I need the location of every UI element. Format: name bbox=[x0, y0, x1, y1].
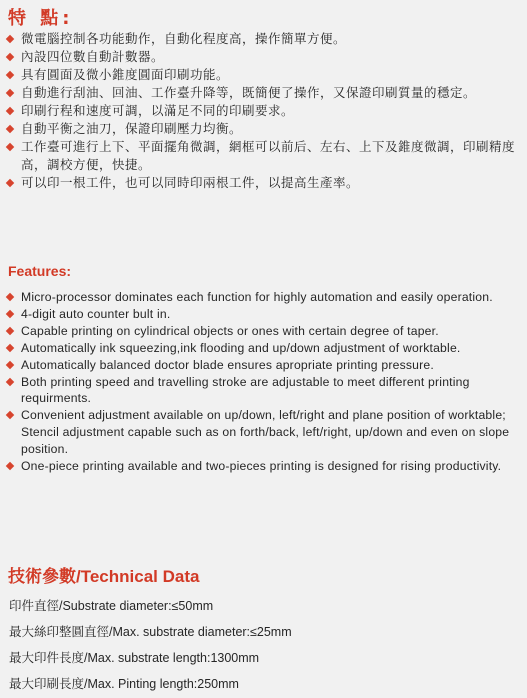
features-cn-item-text: 微電腦控制各功能動作，自動化程度高，操作簡單方便。 bbox=[21, 31, 347, 46]
features-cn-item-text: 可以印一根工件，也可以同時印兩根工件，以提高生產率。 bbox=[21, 175, 360, 190]
technical-data-item: 最大絲印整圓直徑/Max. substrate diameter:≤25mm bbox=[9, 625, 292, 639]
features-en-item-text: Automatically balanced doctor blade ensures apropriate printing pressure. bbox=[21, 357, 434, 372]
features-en-item bbox=[0, 289, 520, 306]
diamond-bullet-icon bbox=[6, 179, 14, 187]
features-en-item bbox=[0, 407, 520, 458]
features-en-item bbox=[0, 340, 520, 357]
diamond-bullet-icon bbox=[6, 310, 14, 318]
features-cn-item-text: 工作臺可進行上下、平面擺角微調，網框可以前后、左右、上下及錐度微調，印刷精度高，調校方便，快捷。 bbox=[21, 139, 516, 172]
features-cn-item-text: 具有圓面及微小錐度圓面印刷功能。 bbox=[21, 67, 230, 82]
diamond-bullet-icon bbox=[6, 411, 14, 419]
features-cn-item-text: 自動平衡之油刀，保證印刷壓力均衡。 bbox=[21, 121, 243, 136]
technical-data-heading: 技術參數/Technical Data bbox=[8, 567, 200, 586]
technical-data-item: 印件直徑/Substrate diameter:≤50mm bbox=[9, 599, 214, 613]
diamond-bullet-icon bbox=[6, 343, 14, 351]
features-en-item-text: Micro-processor dominates each function for highly automation and easily operation. bbox=[21, 290, 493, 304]
features-cn-heading: 特 點: bbox=[8, 8, 74, 29]
features-en-list bbox=[0, 289, 520, 475]
features-en-item-text: Automatically ink squeezing,ink flooding and up/down adjustment of worktable. bbox=[21, 340, 461, 355]
technical-data-item: 最大印刷長度/Max. Pinting length:250mm bbox=[9, 677, 239, 691]
features-cn-item bbox=[0, 48, 520, 66]
features-cn-item bbox=[0, 84, 520, 102]
diamond-bullet-icon bbox=[6, 327, 14, 335]
features-cn-list bbox=[0, 30, 520, 192]
features-cn-item bbox=[0, 138, 520, 174]
technical-data-item: 最大印件長度/Max. substrate length:1300mm bbox=[9, 651, 260, 665]
features-cn-item bbox=[0, 120, 520, 138]
features-en-item-text: Capable printing on cylindrical objects or ones with certain degree of taper. bbox=[21, 323, 439, 338]
features-cn-item bbox=[0, 66, 520, 84]
features-en-item-text: 4-digit auto counter bult in. bbox=[21, 306, 171, 321]
features-en-item bbox=[0, 306, 520, 323]
diamond-bullet-icon bbox=[6, 71, 14, 79]
technical-data-list bbox=[0, 593, 520, 697]
diamond-bullet-icon bbox=[6, 377, 14, 385]
features-en-item-text: One-piece printing available and two-pieces printing is designed for rising productivity. bbox=[21, 459, 502, 474]
diamond-bullet-icon bbox=[6, 293, 14, 301]
diamond-bullet-icon bbox=[6, 360, 14, 368]
features-en-item bbox=[0, 323, 520, 340]
features-cn-item bbox=[0, 174, 520, 192]
features-cn-item bbox=[0, 30, 520, 48]
features-cn-item bbox=[0, 102, 520, 120]
diamond-bullet-icon bbox=[6, 89, 14, 97]
features-cn-item-text: 印刷行程和速度可調，以滿足不同的印刷要求。 bbox=[21, 103, 295, 118]
features-en-item-text: Both printing speed and travelling stroke are adjustable to meet different printing requirments. bbox=[21, 374, 470, 406]
features-en-item bbox=[0, 374, 520, 408]
features-en-heading: Features: bbox=[8, 263, 72, 279]
diamond-bullet-icon bbox=[6, 462, 14, 470]
features-en-item-text: Convenient adjustment available on up/down, left/right and plane position of worktable; Stencil adjustment capable such as on forth/back, left/right, up/down and even on slope position. bbox=[21, 408, 510, 457]
features-en-item bbox=[0, 458, 520, 475]
features-en-item bbox=[0, 357, 520, 374]
diamond-bullet-icon bbox=[6, 53, 14, 61]
diamond-bullet-icon bbox=[6, 107, 14, 115]
diamond-bullet-icon bbox=[6, 125, 14, 133]
diamond-bullet-icon bbox=[6, 143, 14, 151]
diamond-bullet-icon bbox=[6, 35, 14, 43]
features-cn-item-text: 自動進行刮油、回油、工作臺升降等，既簡便了操作，又保證印刷質量的穩定。 bbox=[21, 85, 477, 100]
features-cn-item-text: 內設四位數自動計數器。 bbox=[21, 49, 165, 64]
